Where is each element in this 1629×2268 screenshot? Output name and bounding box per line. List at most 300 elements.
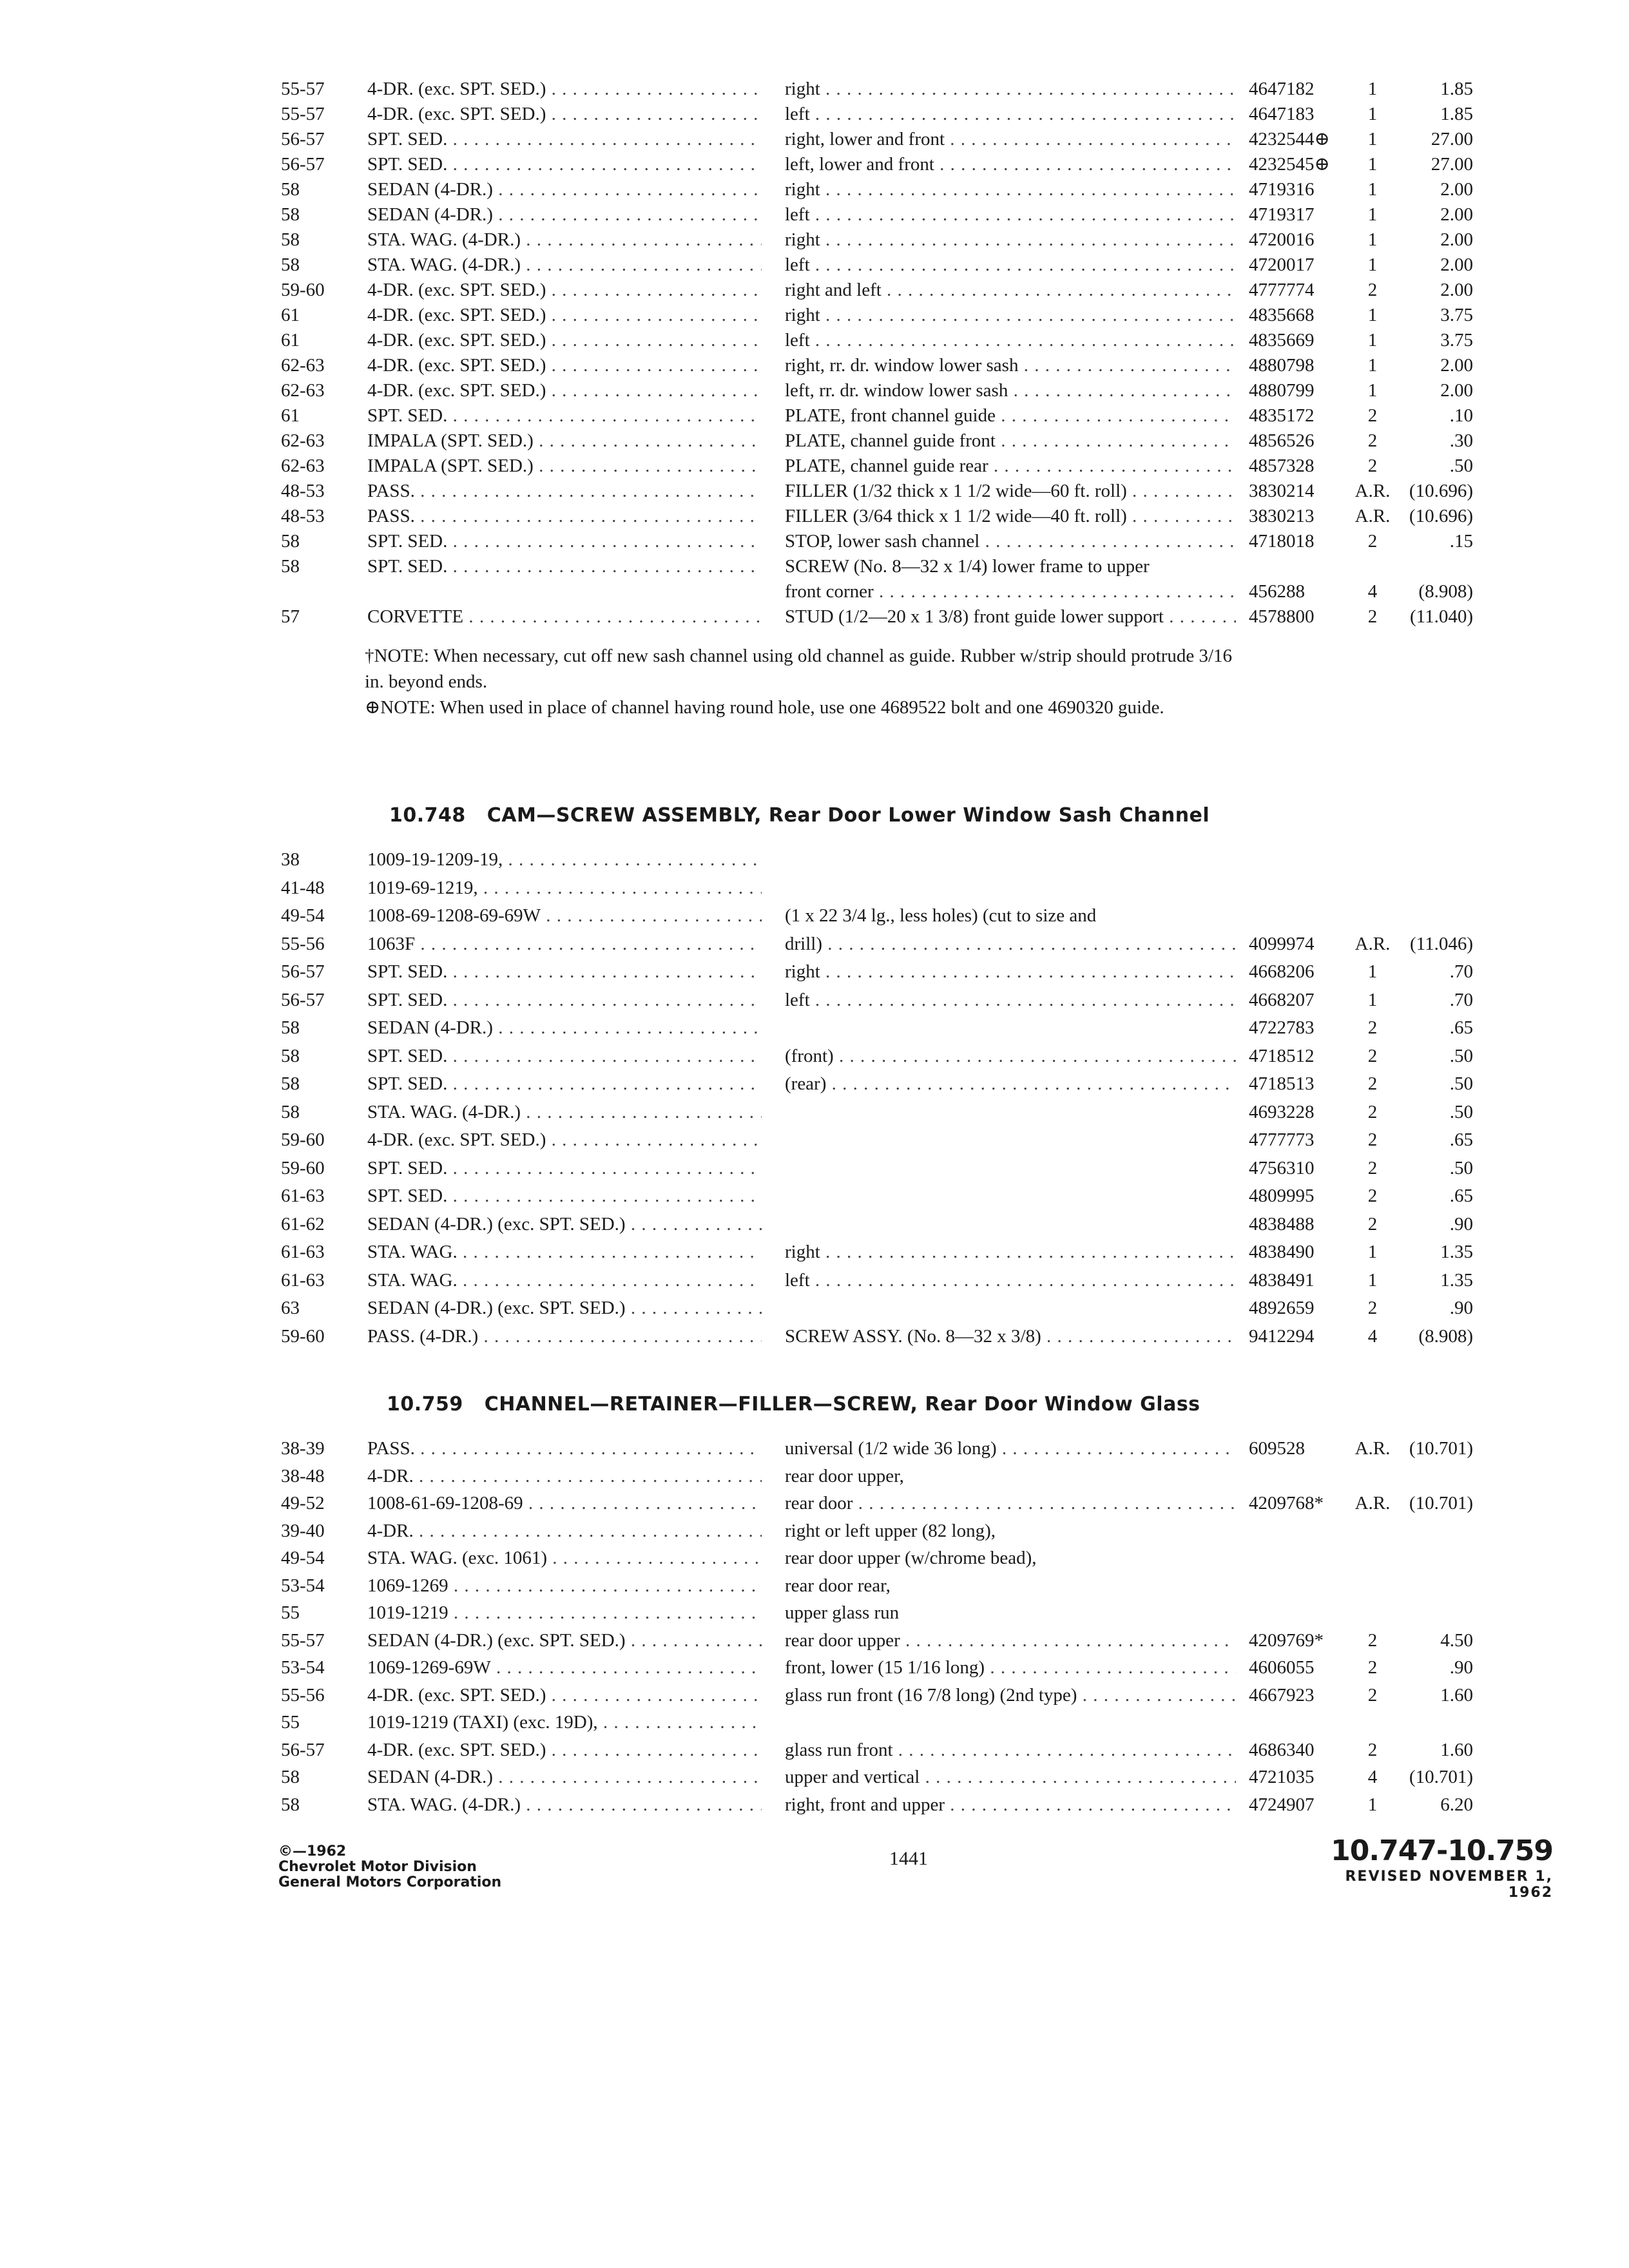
table-row <box>0 1792 1629 1818</box>
description-cell: (1 x 22 3/4 lg., less holes) (cut to size and <box>785 905 1097 926</box>
description-cell: FILLER (1/32 thick x 1 1/2 wide—60 ft. roll) . . . <box>785 478 1236 504</box>
model-cell: 4-DR. (exc. SPT. SED.) . . . <box>367 1737 762 1763</box>
quantity-cell: 1 <box>1367 229 1378 250</box>
quantity-cell: A.R. <box>1354 933 1391 954</box>
model-cell: SEDAN (4-DR.) (exc. SPT. SED.) . . . <box>367 1295 762 1321</box>
description-cell: PLATE, channel guide front . . . <box>785 428 1236 454</box>
table-row <box>0 1573 1629 1599</box>
quantity-cell: 1 <box>1367 380 1378 401</box>
model-cell: 4-DR. (exc. SPT. SED.) . . . <box>367 1682 762 1708</box>
price-cell: .30 <box>1449 430 1473 451</box>
part-number-cell: 4647183 <box>1249 104 1315 124</box>
table-row <box>0 177 1629 202</box>
year-cell: 61 <box>281 405 300 426</box>
price-cell: (10.696) <box>1409 506 1473 526</box>
price-cell: .70 <box>1449 961 1473 982</box>
table-row <box>0 604 1629 629</box>
part-number-cell: 4686340 <box>1249 1739 1315 1760</box>
quantity-cell: 1 <box>1367 961 1378 982</box>
table-row <box>0 151 1629 177</box>
model-cell: 4-DR. (exc. SPT. SED.) . . . <box>367 327 762 353</box>
description-cell: (rear) . . . <box>785 1071 1236 1097</box>
year-cell: 61-62 <box>281 1213 325 1235</box>
model-cell: SPT. SED. . . . <box>367 1183 762 1209</box>
part-number-cell: 4838488 <box>1249 1213 1315 1235</box>
table-row <box>0 378 1629 403</box>
year-cell: 58 <box>281 179 300 200</box>
table-row <box>0 1071 1629 1097</box>
part-number-cell: 609528 <box>1249 1438 1305 1459</box>
table-row <box>0 1628 1629 1653</box>
year-cell: 61-63 <box>281 1186 325 1206</box>
price-cell: .65 <box>1449 1129 1473 1150</box>
part-number-cell: 4777774 <box>1249 280 1315 300</box>
year-cell: 56-57 <box>281 1739 325 1760</box>
year-cell: 59-60 <box>281 1129 325 1150</box>
model-cell: STA. WAG. (4-DR.) . . . <box>367 1099 762 1125</box>
table-row <box>0 302 1629 328</box>
description-cell: left . . . <box>785 202 1236 227</box>
description-cell: left . . . <box>785 987 1236 1013</box>
description-cell: right . . . <box>785 177 1236 202</box>
quantity-cell: 4 <box>1367 581 1378 602</box>
group-range: 10.747-10.759 <box>1331 1834 1553 1867</box>
table-row <box>0 252 1629 278</box>
part-number-cell: 4719317 <box>1249 204 1315 225</box>
year-cell: 55-57 <box>281 1629 325 1651</box>
model-cell: SPT. SED. . . . <box>367 403 762 428</box>
description-cell: rear door . . . <box>785 1490 1236 1516</box>
price-cell: .50 <box>1449 456 1473 476</box>
price-cell: 1.85 <box>1440 79 1473 99</box>
model-cell: SPT. SED. . . . <box>367 528 762 554</box>
part-number-cell: 4718018 <box>1249 531 1315 552</box>
year-cell: 41-48 <box>281 877 325 898</box>
model-cell: STA. WAG. . . . <box>367 1239 762 1265</box>
year-cell: 58 <box>281 1794 300 1815</box>
model-cell: SPT. SED. . . . <box>367 987 762 1013</box>
description-cell: right or left upper (82 long), <box>785 1520 996 1541</box>
table-row <box>0 1267 1629 1293</box>
table-row <box>0 1099 1629 1125</box>
description-cell: drill) . . . <box>785 931 1236 957</box>
model-cell: STA. WAG. . . . <box>367 1267 762 1293</box>
part-number-cell: 4578800 <box>1249 606 1315 627</box>
note-1: †NOTE: When necessary, cut off new sash channel using old channel as guide. Rubber w/strip should protrude 3/16 in. beyond ends. <box>365 646 1233 692</box>
quantity-cell: 2 <box>1367 1298 1378 1318</box>
year-cell: 48-53 <box>281 481 325 501</box>
quantity-cell: 2 <box>1367 1017 1378 1038</box>
model-cell: SEDAN (4-DR.) (exc. SPT. SED.) . . . <box>367 1211 762 1237</box>
price-cell: .65 <box>1449 1017 1473 1038</box>
quantity-cell: 1 <box>1367 305 1378 325</box>
part-number-cell: 4606055 <box>1249 1657 1315 1678</box>
price-cell: .70 <box>1449 989 1473 1010</box>
price-cell: .50 <box>1449 1073 1473 1094</box>
year-cell: 61-63 <box>281 1269 325 1291</box>
price-cell: .50 <box>1449 1157 1473 1178</box>
quantity-cell: 2 <box>1367 1186 1378 1206</box>
quantity-cell: 1 <box>1367 204 1378 225</box>
part-number-cell: 4647182 <box>1249 79 1315 99</box>
quantity-cell: 1 <box>1367 255 1378 275</box>
part-number-cell: 4835668 <box>1249 305 1315 325</box>
table-row <box>0 478 1629 504</box>
description-cell: right, rr. dr. window lower sash . . . <box>785 352 1236 378</box>
model-cell: PASS. . . . <box>367 478 762 504</box>
price-cell: (11.046) <box>1410 933 1473 954</box>
part-number-cell: 4719316 <box>1249 179 1315 200</box>
model-cell: 4-DR. (exc. SPT. SED.) . . . <box>367 378 762 403</box>
section-subtitle: Rear Door Window Glass <box>925 1393 1200 1416</box>
table-row <box>0 126 1629 152</box>
quantity-cell: 2 <box>1367 1157 1378 1178</box>
description-cell: left . . . <box>785 252 1236 278</box>
price-cell: (10.701) <box>1409 1493 1473 1514</box>
quantity-cell: 1 <box>1367 1794 1378 1815</box>
price-cell: (8.908) <box>1418 581 1473 602</box>
price-cell: .50 <box>1449 1101 1473 1122</box>
quantity-cell: 1 <box>1367 129 1378 149</box>
year-cell: 56-57 <box>281 961 325 982</box>
description-cell: glass run front . . . <box>785 1737 1236 1763</box>
table-row <box>0 1682 1629 1708</box>
year-cell: 55-57 <box>281 104 325 124</box>
model-cell: CORVETTE . . . <box>367 604 762 629</box>
year-cell: 49-54 <box>281 1548 325 1568</box>
price-cell: .90 <box>1449 1298 1473 1318</box>
table-row <box>0 327 1629 353</box>
part-number-cell: 4232545⊕ <box>1249 154 1330 175</box>
table-row <box>0 1545 1629 1571</box>
year-cell: 59-60 <box>281 1325 325 1347</box>
part-number-cell: 4756310 <box>1249 1157 1315 1178</box>
year-cell: 61 <box>281 330 300 351</box>
model-cell: 1063F . . . <box>367 931 762 957</box>
price-cell: .10 <box>1449 405 1473 426</box>
description-cell: (front) . . . <box>785 1043 1236 1069</box>
model-cell: SPT. SED. . . . <box>367 959 762 985</box>
part-number-cell: 4693228 <box>1249 1101 1315 1122</box>
model-cell: SEDAN (4-DR.) . . . <box>367 177 762 202</box>
footer-division: Chevrolet Motor Division <box>278 1859 477 1875</box>
description-cell: rear door rear, <box>785 1575 891 1596</box>
price-cell: (10.701) <box>1409 1438 1473 1459</box>
model-cell: SPT. SED. . . . <box>367 151 762 177</box>
quantity-cell: A.R. <box>1354 1493 1391 1514</box>
description-cell: right . . . <box>785 302 1236 328</box>
table-row <box>0 1043 1629 1069</box>
section-number: 10.759 <box>387 1393 463 1416</box>
year-cell: 58 <box>281 1101 300 1122</box>
model-cell: 1019-69-1219, . . . <box>367 875 762 901</box>
price-cell: 2.00 <box>1440 179 1473 200</box>
quantity-cell: 2 <box>1367 606 1378 627</box>
model-cell: 1009-19-1209-19, . . . <box>367 847 762 872</box>
year-cell: 49-52 <box>281 1493 325 1514</box>
section-title: CAM—SCREW ASSEMBLY, <box>487 804 762 827</box>
part-number-cell: 4721035 <box>1249 1767 1315 1787</box>
footer-corp: General Motors Corporation <box>278 1874 502 1890</box>
part-number-cell: 4667923 <box>1249 1684 1315 1706</box>
quantity-cell: 1 <box>1367 179 1378 200</box>
table-row <box>0 76 1629 102</box>
table-row <box>0 1655 1629 1680</box>
table-row <box>0 987 1629 1013</box>
part-number-cell: 4809995 <box>1249 1186 1315 1206</box>
table-row <box>0 1600 1629 1626</box>
part-number-cell: 4835669 <box>1249 330 1315 351</box>
model-cell: IMPALA (SPT. SED.) . . . <box>367 453 762 479</box>
price-cell: 2.00 <box>1440 204 1473 225</box>
year-cell: 58 <box>281 229 300 250</box>
model-cell: SEDAN (4-DR.) (exc. SPT. SED.) . . . <box>367 1628 762 1653</box>
price-cell: (11.040) <box>1410 606 1473 627</box>
description-cell: rear door upper . . . <box>785 1628 1236 1653</box>
table-row <box>0 277 1629 303</box>
model-cell: 4-DR. . . . <box>367 1518 762 1544</box>
model-cell: SPT. SED. . . . <box>367 1155 762 1181</box>
description-cell: right and left . . . <box>785 277 1236 303</box>
table-row <box>0 1463 1629 1489</box>
model-cell: 1019-1219 . . . <box>367 1600 762 1626</box>
price-cell: .15 <box>1449 531 1473 552</box>
quantity-cell: 2 <box>1367 280 1378 300</box>
description-cell: upper and vertical . . . <box>785 1764 1236 1790</box>
price-cell: 2.00 <box>1440 255 1473 275</box>
quantity-cell: 2 <box>1367 1213 1378 1235</box>
part-number-cell: 4857328 <box>1249 456 1315 476</box>
model-cell: STA. WAG. (4-DR.) . . . <box>367 1792 762 1818</box>
year-cell: 58 <box>281 556 300 577</box>
model-cell: PASS. . . . <box>367 1436 762 1461</box>
description-cell: right . . . <box>785 1239 1236 1265</box>
year-cell: 59-60 <box>281 280 325 300</box>
year-cell: 53-54 <box>281 1657 325 1678</box>
price-cell: 2.00 <box>1440 229 1473 250</box>
description-cell: left . . . <box>785 1267 1236 1293</box>
table-row <box>0 453 1629 479</box>
year-cell: 58 <box>281 255 300 275</box>
model-cell: 4-DR. (exc. SPT. SED.) . . . <box>367 277 762 303</box>
table-row <box>0 1295 1629 1321</box>
description-cell: left . . . <box>785 327 1236 353</box>
price-cell: 27.00 <box>1431 129 1473 149</box>
year-cell: 59-60 <box>281 1157 325 1178</box>
price-cell: 1.85 <box>1440 104 1473 124</box>
heading-10-748 <box>389 804 1210 827</box>
price-cell: 6.20 <box>1440 1794 1473 1815</box>
model-cell: PASS. (4-DR.) . . . <box>367 1323 762 1349</box>
year-cell: 63 <box>281 1298 300 1318</box>
quantity-cell: A.R. <box>1354 1438 1391 1459</box>
model-cell: PASS. . . . <box>367 503 762 529</box>
price-cell: 1.35 <box>1440 1269 1473 1291</box>
quantity-cell: 2 <box>1367 430 1378 451</box>
year-cell: 62-63 <box>281 380 325 401</box>
table-row <box>0 1211 1629 1237</box>
year-cell: 61-63 <box>281 1242 325 1262</box>
year-cell: 55 <box>281 1602 300 1623</box>
table-row <box>0 1709 1629 1735</box>
model-cell: 4-DR. (exc. SPT. SED.) . . . <box>367 1127 762 1153</box>
price-cell: 2.00 <box>1440 355 1473 376</box>
quantity-cell: 2 <box>1367 1045 1378 1066</box>
section-subtitle: Rear Door Lower Window Sash Channel <box>768 804 1210 827</box>
model-cell: 4-DR. (exc. SPT. SED.) . . . <box>367 352 762 378</box>
quantity-cell: 4 <box>1367 1325 1378 1347</box>
table-row <box>0 101 1629 127</box>
price-cell: 3.75 <box>1440 330 1473 351</box>
table-row <box>0 227 1629 253</box>
year-cell: 58 <box>281 1767 300 1787</box>
model-cell: 1008-69-1208-69-69W . . . <box>367 903 762 928</box>
year-cell: 56-57 <box>281 129 325 149</box>
description-cell: SCREW (No. 8—32 x 1/4) lower frame to upper <box>785 556 1150 577</box>
description-cell: STOP, lower sash channel . . . <box>785 528 1236 554</box>
part-number-cell: 4720017 <box>1249 255 1315 275</box>
description-cell: right, lower and front . . . <box>785 126 1236 152</box>
quantity-cell: 2 <box>1367 1739 1378 1760</box>
year-cell: 38-39 <box>281 1438 325 1459</box>
table-row <box>0 959 1629 985</box>
part-number-cell: 4880798 <box>1249 355 1315 376</box>
note-2: ⊕NOTE: When used in place of channel having round hole, use one 4689522 bolt and one 4690320 guide. <box>365 697 1164 718</box>
quantity-cell: A.R. <box>1354 506 1391 526</box>
table-row <box>0 1015 1629 1041</box>
price-cell: 1.60 <box>1440 1684 1473 1706</box>
model-cell: SPT. SED. . . . <box>367 553 762 579</box>
table-row <box>0 903 1629 928</box>
price-cell: (10.696) <box>1409 481 1473 501</box>
part-number-cell: 4099974 <box>1249 933 1315 954</box>
table-row <box>0 1436 1629 1461</box>
table-row <box>0 403 1629 428</box>
footer-range-block <box>1315 1834 1553 1901</box>
model-cell: STA. WAG. (4-DR.) . . . <box>367 252 762 278</box>
page-number: 1441 <box>889 1848 928 1869</box>
quantity-cell: 4 <box>1367 1767 1378 1787</box>
revision-date: REVISED NOVEMBER 1, 1962 <box>1345 1869 1553 1901</box>
model-cell: 1069-1269-69W . . . <box>367 1655 762 1680</box>
model-cell: 1019-1219 (TAXI) (exc. 19D), . . . <box>367 1709 762 1735</box>
part-number-cell: 3830213 <box>1249 506 1315 526</box>
price-cell: 3.75 <box>1440 305 1473 325</box>
table-row <box>0 1239 1629 1265</box>
price-cell: 2.00 <box>1440 280 1473 300</box>
year-cell: 55 <box>281 1712 300 1733</box>
part-number-cell: 456288 <box>1249 581 1305 602</box>
table-row <box>0 847 1629 872</box>
year-cell: 58 <box>281 204 300 225</box>
part-number-cell: 4777773 <box>1249 1129 1315 1150</box>
part-number-cell: 4724907 <box>1249 1794 1315 1815</box>
year-cell: 39-40 <box>281 1520 325 1541</box>
year-cell: 53-54 <box>281 1575 325 1596</box>
price-cell: 1.60 <box>1440 1739 1473 1760</box>
table-row <box>0 1183 1629 1209</box>
part-number-cell: 4720016 <box>1249 229 1315 250</box>
description-cell: rear door upper (w/chrome bead), <box>785 1548 1037 1568</box>
quantity-cell: 1 <box>1367 79 1378 99</box>
quantity-cell: 2 <box>1367 1129 1378 1150</box>
description-cell: left, rr. dr. window lower sash . . . <box>785 378 1236 403</box>
price-cell: 2.00 <box>1440 380 1473 401</box>
model-cell: 4-DR. (exc. SPT. SED.) . . . <box>367 101 762 127</box>
quantity-cell: A.R. <box>1354 481 1391 501</box>
model-cell: SEDAN (4-DR.) . . . <box>367 1764 762 1790</box>
year-cell: 38 <box>281 849 300 870</box>
table-row <box>0 1518 1629 1544</box>
year-cell: 49-54 <box>281 905 325 926</box>
table-row <box>0 202 1629 227</box>
description-cell: right . . . <box>785 227 1236 253</box>
model-cell: 1008-61-69-1208-69 . . . <box>367 1490 762 1516</box>
year-cell: 62-63 <box>281 355 325 376</box>
year-cell: 62-63 <box>281 456 325 476</box>
quantity-cell: 2 <box>1367 405 1378 426</box>
part-number-cell: 4718513 <box>1249 1073 1315 1094</box>
quantity-cell: 1 <box>1367 355 1378 376</box>
year-cell: 48-53 <box>281 506 325 526</box>
year-cell: 55-56 <box>281 933 325 954</box>
table-row <box>0 579 1629 604</box>
description-cell: FILLER (3/64 thick x 1 1/2 wide—40 ft. roll) . . . <box>785 503 1236 529</box>
model-cell: 4-DR. (exc. SPT. SED.) . . . <box>367 76 762 102</box>
heading-10-759 <box>387 1393 1200 1416</box>
model-cell: SEDAN (4-DR.) . . . <box>367 1015 762 1041</box>
year-cell: 58 <box>281 1017 300 1038</box>
price-cell: .50 <box>1449 1045 1473 1066</box>
part-number-cell: 4209769* <box>1249 1629 1324 1651</box>
year-cell: 58 <box>281 1073 300 1094</box>
description-cell: upper glass run <box>785 1602 900 1623</box>
description-cell: PLATE, front channel guide . . . <box>785 403 1236 428</box>
part-number-cell: 4668206 <box>1249 961 1315 982</box>
price-cell: (8.908) <box>1418 1325 1473 1347</box>
description-cell: left . . . <box>785 101 1236 127</box>
table-row <box>0 931 1629 957</box>
quantity-cell: 1 <box>1367 154 1378 175</box>
table-row <box>0 1764 1629 1790</box>
table-row <box>0 875 1629 901</box>
section-number: 10.748 <box>389 804 466 827</box>
part-number-cell: 3830214 <box>1249 481 1315 501</box>
model-cell: STA. WAG. (4-DR.) . . . <box>367 227 762 253</box>
price-cell: 1.35 <box>1440 1242 1473 1262</box>
price-cell: .65 <box>1449 1186 1473 1206</box>
quantity-cell: 1 <box>1367 330 1378 351</box>
description-cell: STUD (1/2—20 x 1 3/8) front guide lower support . . . <box>785 604 1236 629</box>
model-cell: 1069-1269 . . . <box>367 1573 762 1599</box>
model-cell: STA. WAG. (exc. 1061) . . . <box>367 1545 762 1571</box>
description-cell: right . . . <box>785 959 1236 985</box>
year-cell: 57 <box>281 606 300 627</box>
table-row <box>0 1155 1629 1181</box>
year-cell: 58 <box>281 1045 300 1066</box>
quantity-cell: 1 <box>1367 104 1378 124</box>
quantity-cell: 1 <box>1367 1269 1378 1291</box>
year-cell: 38-48 <box>281 1465 325 1486</box>
price-cell: .90 <box>1449 1657 1473 1678</box>
part-number-cell: 4892659 <box>1249 1298 1315 1318</box>
part-number-cell: 4232544⊕ <box>1249 129 1330 149</box>
year-cell: 55-56 <box>281 1684 325 1706</box>
price-cell: (10.701) <box>1409 1767 1473 1787</box>
quantity-cell: 2 <box>1367 456 1378 476</box>
model-cell: SEDAN (4-DR.) . . . <box>367 202 762 227</box>
model-cell: 4-DR. . . . <box>367 1463 762 1489</box>
